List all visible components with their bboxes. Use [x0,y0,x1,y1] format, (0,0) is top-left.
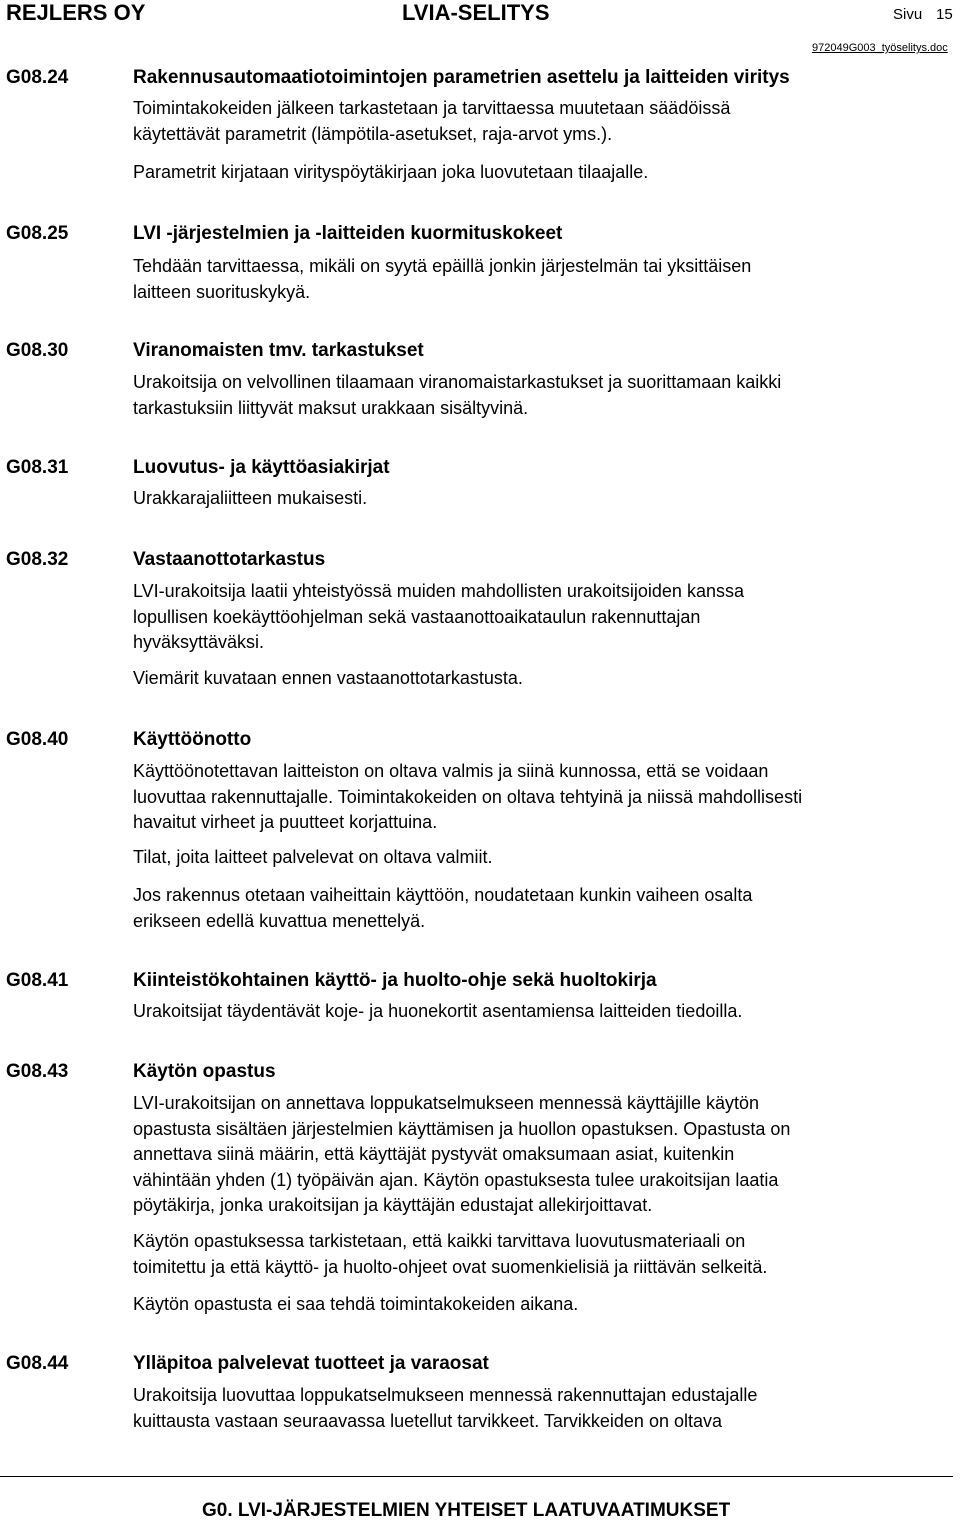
section-paragraph [133,1292,933,1318]
paragraph-line: Urakkarajaliitteen mukaisesti. [133,488,368,508]
paragraph-line: erikseen edellä kuvattua menettelyä. [133,910,426,931]
section-title: Kiinteistökohtainen käyttö- ja huolto-ohje sekä huoltokirja [133,970,657,991]
section-paragraph [133,759,933,836]
section-title: LVI -järjestelmien ja -laitteiden kuormituskokeet [133,223,563,244]
paragraph-line: Käyttöönotettavan laitteiston on oltava valmis ja siinä kunnossa, että se voidaan [133,761,769,781]
paragraph-line: käytettävät parametrit (lämpötila-asetukset, raja-arvot yms.). [133,123,613,144]
paragraph-line: havaitut virheet ja puutteet korjattuina. [133,812,438,832]
paragraph-line: toimitettu ja että käyttö- ja huolto-ohjeet ovat suomenkielisiä ja riittävän selkeitä. [133,1256,768,1277]
paragraph-line: Parametrit kirjataan virityspöytäkirjaan joka luovutetaan tilaajalle. [133,162,649,182]
page-label: Sivu [893,6,923,23]
section-paragraph [133,160,933,186]
section-paragraph [133,845,933,871]
section-paragraph [133,883,933,934]
section-number: G08.41 [6,970,69,991]
section-number: G08.25 [6,223,69,244]
paragraph-line: lopullisen koekäyttöohjelman sekä vastaanottoaikataulun rakennuttajan [133,606,701,627]
page-number: 15 [936,6,953,23]
section-number: G08.44 [6,1353,69,1374]
section-title: Luovutus- ja käyttöasiakirjat [133,457,390,478]
paragraph-line: laitteen suorituskykyä. [133,281,311,302]
section-title: Viranomaisten tmv. tarkastukset [133,340,424,361]
section-paragraph [133,1383,933,1434]
paragraph-line: Urakoitsija on velvollinen tilaamaan viranomaistarkastukset ja suorittamaan kaikki [133,372,782,392]
paragraph-line: kuittausta vastaan seuraavassa luetellut tarvikkeet. Tarvikkeiden on oltava [133,1410,722,1431]
document-filename: 972049G003_työselitys.doc [812,42,948,54]
paragraph-line: opastusta sisältäen järjestelmien käyttämisen ja huollon opastuksen. Opastusta on [133,1118,791,1139]
section-paragraph [133,1229,933,1280]
section-number: G08.40 [6,729,69,750]
paragraph-line: tarkastuksiin liittyvät maksut urakkaan sisältyvinä. [133,397,529,418]
section-number: G08.30 [6,340,69,361]
company-name: REJLERS OY [6,0,146,25]
paragraph-line: Toimintakokeiden jälkeen tarkastetaan ja tarvittaessa muutetaan säädöissä [133,98,731,118]
paragraph-line: vähintään yhden (1) työpäivän ajan. Käytön opastuksesta tulee urakoitsijan laatia [133,1169,779,1190]
paragraph-line: luovuttaa rakennuttajalle. Toimintakokeiden on oltava tehtyinä ja niissä mahdollisesti [133,786,803,807]
section-paragraph [133,486,933,512]
section-paragraph [133,1091,933,1219]
section-title: Vastaanottotarkastus [133,549,326,570]
section-paragraph [133,666,933,692]
paragraph-line: Urakoitsijat täydentävät koje- ja huonekortit asentamiensa laitteiden tiedoilla. [133,1001,743,1021]
section-paragraph [133,579,933,656]
section-number: G08.43 [6,1061,69,1082]
section-title: Käytön opastus [133,1061,276,1082]
paragraph-line: LVI-urakoitsija laatii yhteistyössä muiden mahdollisten urakoitsijoiden kanssa [133,581,744,601]
section-number: G08.24 [6,67,69,88]
document-type: LVIA-SELITYS [402,0,550,25]
paragraph-line: Jos rakennus otetaan vaiheittain käyttöön, noudatetaan kunkin vaiheen osalta [133,885,753,905]
section-title: Rakennusautomaatiotoimintojen parametrien asettelu ja laitteiden viritys [133,67,790,88]
paragraph-line: Urakoitsija luovuttaa loppukatselmukseen mennessä rakennuttajan edustajalle [133,1385,758,1405]
paragraph-line: hyväksyttäväksi. [133,632,265,652]
section-number: G08.31 [6,457,69,478]
paragraph-line: Käytön opastuksessa tarkistetaan, että kaikki tarvittava luovutusmateriaali on [133,1231,746,1251]
section-title: Ylläpitoa palvelevat tuotteet ja varaosat [133,1353,489,1374]
section-number: G08.32 [6,549,69,570]
section-paragraph [133,370,933,421]
paragraph-line: LVI-urakoitsijan on annettava loppukatselmukseen mennessä käyttäjille käytön [133,1093,760,1113]
footer-divider [0,1476,953,1477]
paragraph-line: Viemärit kuvataan ennen vastaanottotarkastusta. [133,668,523,688]
section-paragraph [133,999,933,1025]
footer-title: G0. LVI-JÄRJESTELMIEN YHTEISET LAATUVAATIMUKSET [202,1500,731,1521]
section-paragraph [133,254,933,305]
paragraph-line: Tilat, joita laitteet palvelevat on oltava valmiit. [133,847,493,867]
paragraph-line: pöytäkirja, jonka urakoitsijan ja käyttäjän edustajat allekirjoittavat. [133,1195,653,1215]
section-title: Käyttöönotto [133,729,252,750]
paragraph-line: Tehdään tarvittaessa, mikäli on syytä epäillä jonkin järjestelmän tai yksittäisen [133,256,752,276]
section-paragraph [133,96,933,147]
paragraph-line: Käytön opastusta ei saa tehdä toimintakokeiden aikana. [133,1294,579,1314]
paragraph-line: annettava siinä määrin, että käyttäjät pystyvät omaksumaan asiat, kuitenkin [133,1144,735,1164]
